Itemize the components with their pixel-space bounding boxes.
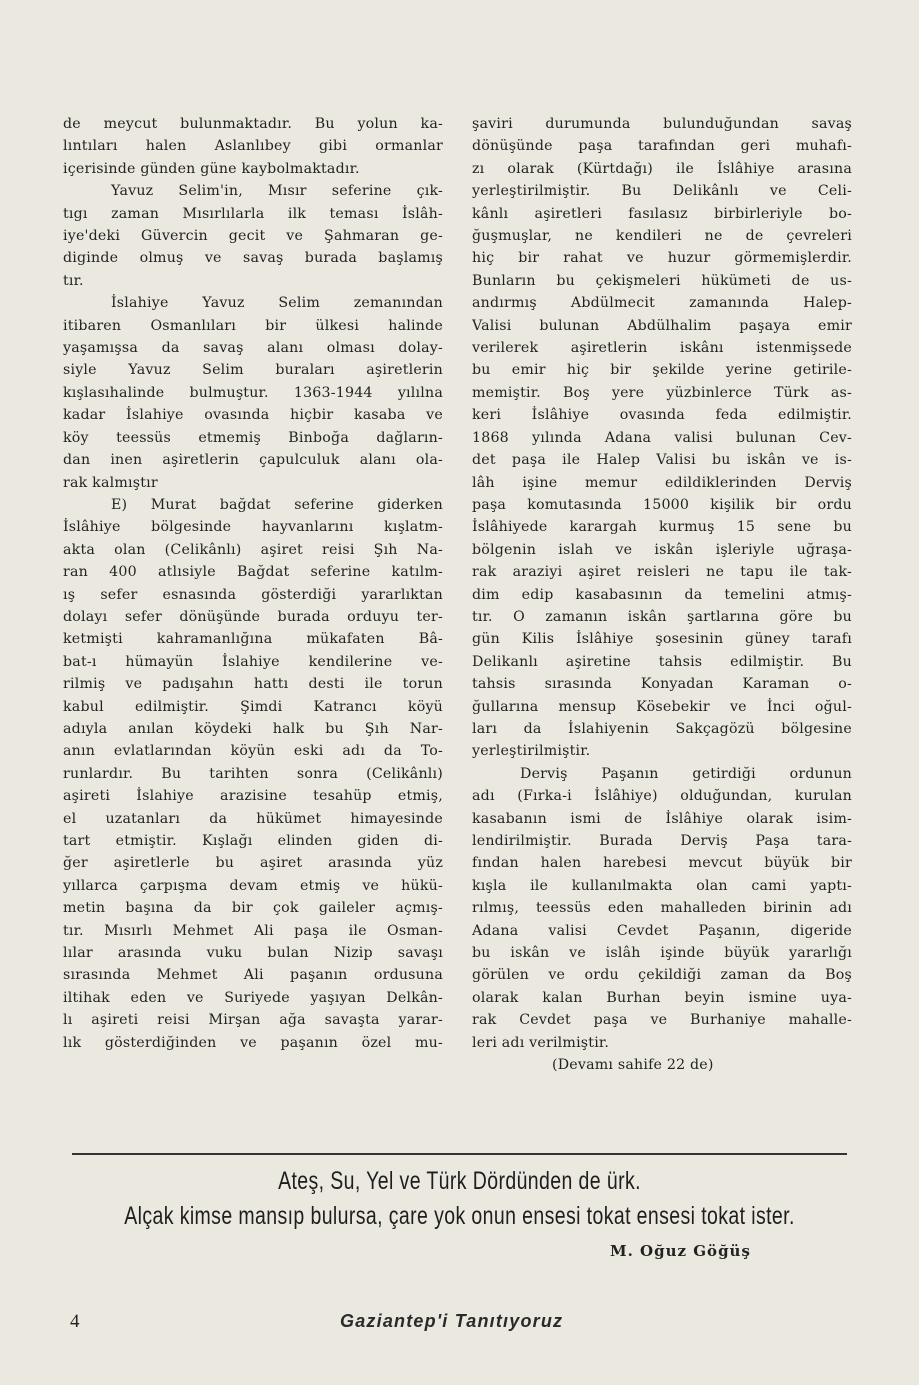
left-column-text-line: adıyla anılan köydeki halk bu Şıh Nar- [63, 720, 443, 737]
left-column-text-line: itibaren Osmanlıları bir ülkesi halinde [63, 317, 443, 334]
left-column-text-line: lılar arasında vuku bulan Nizip savaşı [63, 945, 443, 962]
left-column-text-line: yaşamışsa da savaş alanı olması dolay- [63, 340, 443, 357]
right-column-text-line: det paşa ile Halep Valisi bu iskân ve is- [472, 452, 852, 469]
horizontal-divider [72, 1153, 847, 1155]
left-column-text-line: de meycut bulunmaktadır. Bu yolun ka- [63, 116, 443, 132]
right-column-text-line: Valisi bulunan Abdülhalim paşaya emir [472, 317, 852, 334]
right-column-text-line: tahsis sırasında Konyadan Karaman o- [472, 676, 852, 693]
left-column-text-line: rak kalmıştır [63, 474, 158, 491]
right-column-text-line: ğullarına mensup Kösebekir ve İnci oğul- [472, 698, 852, 715]
right-column-text-line: tır. O zamanın iskân şartlarına göre bu [472, 608, 852, 625]
right-column-text-line: Adana valisi Cevdet Paşanın, digeride [472, 922, 852, 939]
quote-line-1: Ateş, Su, Yel ve Türk Dördünden de ürk. [278, 1167, 641, 1195]
left-column-text-line: tır. [63, 272, 84, 289]
left-column-text-line: bat-ı hümayün İslahiye kendilerine ve- [63, 653, 443, 670]
right-column-text-line: yerleştirilmiştir. [472, 743, 591, 760]
right-column-text-line: verilerek aşiretlerin iskânı istenmişsede [472, 340, 852, 357]
quote-line-2: Alçak kimse mansıp bulursa, çare yok onun ensesi tokat ensesi tokat ister. [124, 1202, 795, 1230]
right-column-text-line: dönüşünde paşa tarafından geri muhafı- [472, 138, 852, 155]
quote-author: M. Oğuz Göğüş [610, 1242, 751, 1260]
right-column-text-line: (Devamı sahife 22 de) [552, 1057, 714, 1074]
left-column-text-line: yıllarca çarpışma devam etmiş ve hükü- [63, 877, 443, 894]
page-number: 4 [70, 1311, 80, 1332]
left-column-text-line: tart etmiştir. Kışlağı elinden giden di- [63, 833, 443, 849]
right-column-text-line: Delikanlı aşiretine tahsis edilmiştir. Bu [472, 653, 852, 670]
left-column-text-line: lıntıları halen Aslanlıbey gibi ormanlar [63, 138, 443, 155]
right-column-text-line: İslâhiyede karargah kurmuş 15 sene bu [472, 519, 852, 536]
right-column-text-line: bölgenin islah ve iskân işleriyle uğraşa- [472, 541, 852, 558]
right-column-text-line: ları da İslahiyenin Sakçagözü bölgesine [472, 720, 852, 737]
left-column-text-line: Yavuz Selim'in, Mısır seferine çık- [111, 183, 443, 200]
left-column-text-line: İslâhiye bölgesinde hayvanlarını kışlatm- [63, 519, 443, 536]
left-column-text-line: ış sefer esnasında gösterdiği yararlıktan [63, 586, 443, 603]
left-column-text-line: ketmişti kahramanlığına mükafaten Bâ- [63, 631, 443, 648]
right-column-text-line: lendirilmiştir. Burada Derviş Paşa tara- [472, 833, 852, 849]
right-column-text-line: adı (Fırka-i İslâhiye) olduğundan, kurulan [472, 788, 852, 805]
right-column-text-line: yerleştirilmiştir. Bu Delikânlı ve Celi- [472, 183, 852, 200]
right-column [472, 113, 852, 1076]
left-column-text-line: ran 400 atlısiyle Bağdat seferine katılm- [63, 564, 443, 581]
left-column-text-line: runlardır. Bu tarihten sonra (Celikânlı) [63, 765, 443, 782]
right-column-text-line: leri adı verilmiştir. [472, 1034, 610, 1051]
right-column-text-line: Derviş Paşanın getirdiği ordunun [520, 765, 852, 782]
left-column-text-line: ğer aşiretlerle bu aşiret arasında yüz [63, 855, 443, 872]
left-column-text-line: lı aşireti reisi Mirşan ağa savaşta yarar- [63, 1012, 443, 1029]
left-column-text-line: sırasında Mehmet Ali paşanın ordusuna [63, 967, 443, 984]
right-column-text-line: olarak kalan Burhan beyin ismine uya- [472, 989, 852, 1006]
right-column-text-line: Bunların bu çekişmeleri hükümeti de us- [472, 272, 852, 289]
left-column-text-line: İslahiye Yavuz Selim zemanından [111, 295, 443, 312]
left-column-text-line: dan inen aşiretlerin çapulculuk alanı ola- [63, 452, 443, 469]
left-column-text-line: kışlasıhalinde bulmuştur. 1363-1944 yılılna [63, 384, 443, 401]
left-column-text-line: iltihak eden ve Suriyede yaşıyan Delkân- [63, 989, 443, 1006]
left-column-text-line: E) Murat bağdat seferine giderken [111, 496, 443, 513]
right-column-text-line: kasabanın ismi de İslâhiye olarak isim- [472, 810, 852, 827]
left-column-text-line: kadar İslahiye ovasında hiçbir kasaba ve [63, 407, 443, 424]
left-column [63, 113, 443, 1054]
right-column-text-line: rak Cevdet paşa ve Burhaniye mahalle- [472, 1012, 852, 1029]
right-column-text-line: rılmış, teessüs eden mahalleden birinin adı [472, 900, 852, 917]
left-column-text-line: köy teessüs etmemiş Binboğa dağların- [63, 429, 443, 446]
right-column-text-line: kânlı aşiretleri fasılasız birbirleriyle bo- [472, 205, 852, 222]
right-column-text-line: görülen ve ordu çekildiği zaman da Boş [472, 967, 852, 984]
left-column-text-line: diginde olmuş ve savaş burada başlamış [63, 250, 443, 267]
right-column-text-line: lâh işine memur edildiklerinden Derviş [472, 474, 852, 491]
right-column-text-line: bu emir hiç bir şekilde yerine getirile- [472, 362, 852, 379]
right-column-text-line: hiç bir rahat ve huzur görmemişlerdir. [472, 250, 852, 267]
left-column-text-line: anın evlatlarından köyün eski adı da To- [63, 743, 443, 760]
left-column-text-line: iye'deki Güvercin gecit ve Şahmaran ge- [63, 228, 443, 245]
right-column-text-line: bu iskân ve islâh işinde büyük yararlığı [472, 945, 852, 962]
left-column-text-line: içerisinde günden güne kaybolmaktadır. [63, 160, 360, 177]
left-column-text-line: tır. Mısırlı Mehmet Ali paşa ile Osman- [63, 922, 443, 939]
right-column-text-line: dim edip kasabasının da temelini atmış- [472, 586, 852, 603]
left-column-text-line: dolayı sefer dönüşünde burada orduyu ter- [63, 608, 443, 625]
right-column-text-line: gün Kilis İslâhiye şosesinin güney tarafı [472, 631, 852, 648]
left-column-text-line: aşireti İslahiye arazisine tesahüp etmiş, [63, 788, 443, 805]
right-column-text-line: fından halen harebesi mevcut büyük bir [472, 855, 852, 872]
left-column-text-line: siyle Yavuz Selim buraları aşiretlerin [63, 362, 443, 379]
left-column-text-line: akta olan (Celikânlı) aşiret reisi Şıh Na- [63, 541, 443, 558]
right-column-text-line: paşa komutasında 15000 kişilik bir ordu [472, 496, 852, 513]
left-column-text-line: tıgı zaman Mısırlılarla ilk teması İslâh- [63, 205, 443, 222]
left-column-text-line: metin başına da bir çok gaileler açmış- [63, 900, 443, 917]
right-column-text-line: keri İslâhiye ovasında feda edilmiştir. [472, 407, 852, 424]
left-column-text-line: el uzatanları da hükümet himayesinde [63, 810, 443, 827]
publication-title: Gaziantep'i Tanıtıyoruz [340, 1311, 564, 1331]
left-column-text-line: kabul edilmiştir. Şimdi Katrancı köyü [63, 698, 443, 715]
left-column-text-line: lık gösterdiğinden ve paşanın özel mu- [63, 1034, 443, 1051]
right-column-text-line: şaviri durumunda bulunduğundan savaş [472, 116, 852, 132]
right-column-text-line: rak araziyi aşiret reisleri ne tapu ile tak- [472, 564, 852, 581]
right-column-text-line: memiştir. Boş yere yüzbinlerce Türk as- [472, 384, 852, 401]
right-column-text-line: ğuşmuşlar, ne kendileri ne de çevreleri [472, 228, 852, 245]
right-column-text-line: andırmış Abdülmecit zamanında Halep- [472, 295, 852, 312]
right-column-text-line: 1868 yılında Adana valisi bulunan Cev- [472, 429, 852, 446]
right-column-text-line: zı olarak (Kürtdağı) ile İslâhiye arasına [472, 160, 852, 177]
left-column-text-line: rilmiş ve padışahın hattı desti ile torun [63, 676, 443, 693]
right-column-text-line: kışla ile kullanılmakta olan cami yaptı- [472, 877, 852, 894]
